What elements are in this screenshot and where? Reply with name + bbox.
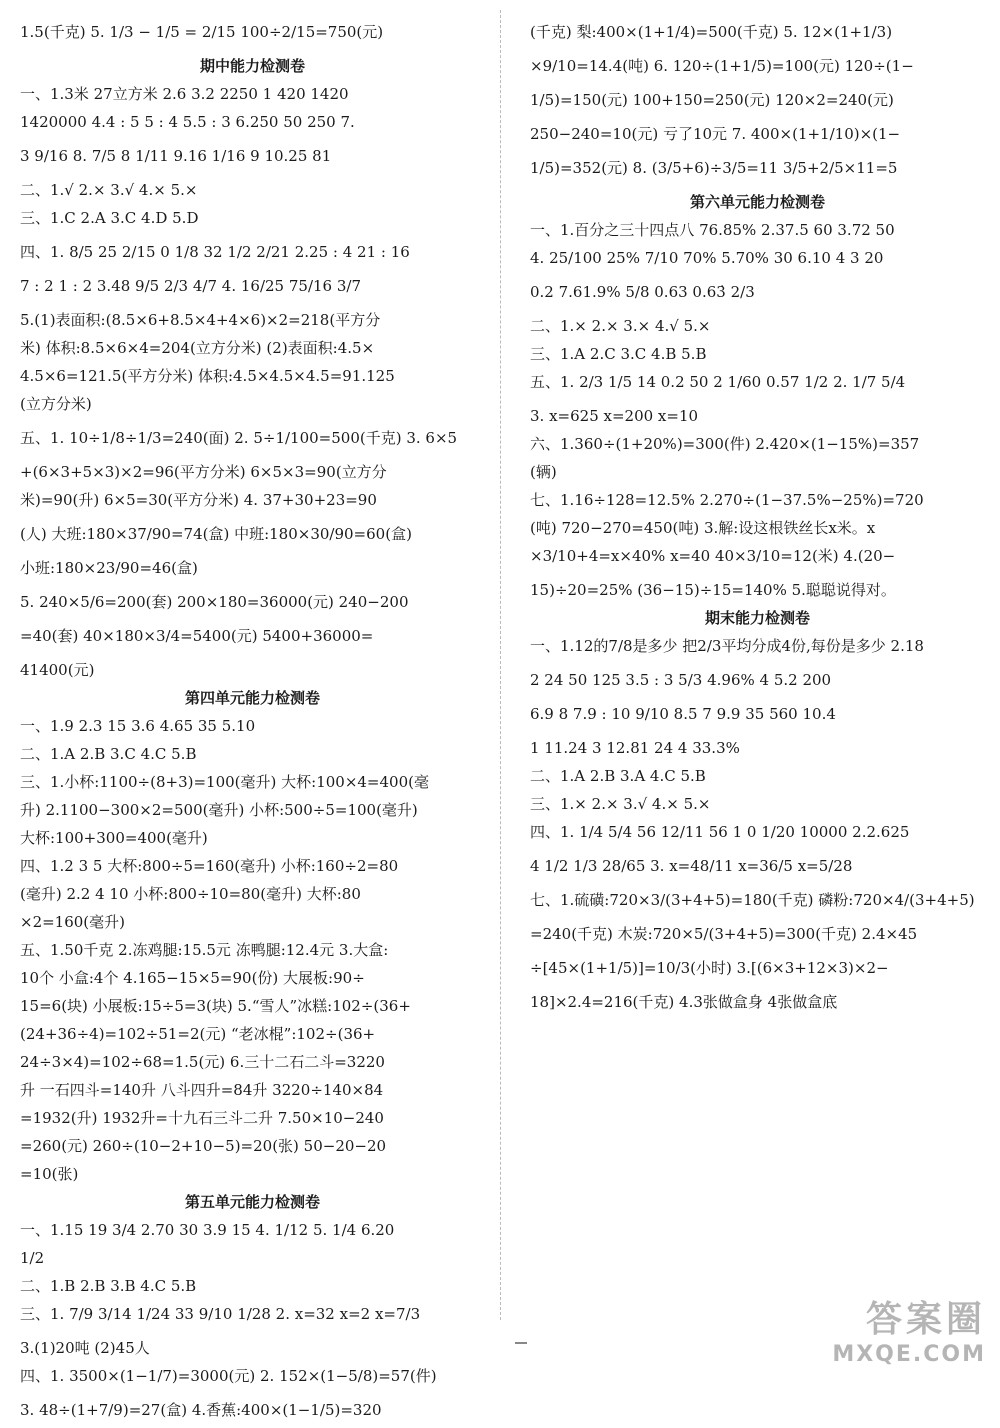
answer-line: 二、1.√ 2.× 3.√ 4.× 5.× [20, 181, 198, 199]
answer-line: 41400(元) [20, 661, 95, 679]
answer-line: 大杯:100+300=400(毫升) [20, 829, 208, 847]
answer-line: 24÷3×4)=102÷68=1.5(元) 6.三十二石二斗=3220 [20, 1053, 385, 1071]
answer-line: (辆) [530, 463, 557, 481]
watermark-logo [806, 1298, 986, 1374]
answer-line: 1/5)=352(元) 8. (3/5+6)÷3/5=11 3/5+2/5×11=5 [530, 159, 898, 177]
watermark-text: 答案圈 [865, 1299, 986, 1340]
answer-line: 5.(1)表面积:(8.5×6+8.5×4+4×6)×2=218(平方分 [20, 311, 381, 329]
answer-line: (毫升) 2.2 4 10 小杯:800÷10=80(毫升) 大杯:80 [20, 885, 361, 903]
answer-line: ×3/10+4=x×40% x=40 40×3/10=12(米) 4.(20− [530, 547, 896, 565]
answer-line: 二、1.B 2.B 3.B 4.C 5.B [20, 1277, 197, 1295]
answer-line: 三、1.C 2.A 3.C 4.D 5.D [20, 209, 199, 227]
answer-line: 一、1.15 19 3/4 2.70 30 3.9 15 4. 1/12 5. 1/4 6.20 [20, 1221, 395, 1239]
answer-line: 4. 25/100 25% 7/10 70% 5.70% 30 6.10 4 3 20 [530, 249, 884, 267]
answer-line: 4.5×6=121.5(平方分米) 体积:4.5×4.5×4.5=91.125 [20, 367, 395, 385]
section-heading-unit4: 第四单元能力检测卷 [184, 689, 320, 707]
answer-line: 7 : 2 1 : 2 3.48 9/5 2/3 4/7 4. 16/25 75/16 3/7 [20, 277, 361, 295]
answer-line: 3.(1)20吨 (2)45人 [20, 1339, 150, 1357]
left-column [20, 22, 485, 1428]
answer-line: 五、1. 10÷1/8÷1/3=240(面) 2. 5÷1/100=500(千克) 3. 6×5 [20, 429, 458, 447]
answer-line: 三、1.× 2.× 3.√ 4.× 5.× [530, 795, 711, 813]
answer-line: 升 一石四斗=140升 八斗四升=84升 3220÷140×84 [20, 1081, 384, 1099]
answer-line: 3. x=625 x=200 x=10 [530, 407, 699, 425]
answer-line: 四、1.2 3 5 大杯:800÷5=160(毫升) 小杯:160÷2=80 [20, 857, 399, 875]
section-heading-unit5: 第五单元能力检测卷 [184, 1193, 320, 1211]
answer-line: 三、1.A 2.C 3.C 4.B 5.B [530, 345, 707, 363]
answer-line: 七、1.16÷128=12.5% 2.270÷(1−37.5%−25%)=720 [530, 491, 924, 509]
answer-line: ×9/10=14.4(吨) 6. 120÷(1+1/5)=100(元) 120÷(1− [530, 57, 914, 75]
answer-line: =1932(升) 1932升=十九石三斗二升 7.50×10−240 [20, 1109, 384, 1127]
answer-line: 升) 2.1100−300×2=500(毫升) 小杯:500÷5=100(毫升) [20, 801, 418, 819]
answer-line: =240(千克) 木炭:720×5/(3+4+5)=300(千克) 2.4×45 [530, 925, 918, 943]
column-divider [500, 10, 501, 1320]
answer-line: 四、1. 8/5 25 2/15 0 1/8 32 1/2 2/21 2.25 : 4 21 : 16 [20, 243, 410, 261]
answer-line: 一、1.12的7/8是多少 把2/3平均分成4份,每份是多少 2.18 [530, 637, 924, 655]
answer-line: =10(张) [20, 1165, 79, 1183]
answer-line: 1 11.24 3 12.81 24 4 33.3% [530, 739, 740, 757]
answer-line: ×2=160(毫升) [20, 913, 126, 931]
answer-line: 4 1/2 1/3 28/65 3. x=48/11 x=36/5 x=5/28 [530, 857, 853, 875]
answer-line: 3. 48÷(1+7/9)=27(盒) 4.香蕉:400×(1−1/5)=320 [20, 1401, 382, 1419]
answer-line: 250−240=10(元) 亏了10元 7. 400×(1+1/10)×(1− [530, 125, 901, 143]
answer-line: 10个 小盒:4个 4.165−15×5=90(份) 大展板:90÷ [20, 969, 365, 987]
answer-line: 1/5)=150(元) 100+150=250(元) 120×2=240(元) [530, 91, 894, 109]
answer-line: (吨) 720−270=450(吨) 3.解:设这根铁丝长x米。x [530, 519, 876, 537]
answer-line: 0.2 7.61.9% 5/8 0.63 0.63̇ 2/3 [530, 283, 755, 301]
answer-line: +(6×3+5×3)×2=96(平方分米) 6×5×3=90(立方分 [20, 463, 387, 481]
answer-line: ÷[45×(1+1/5)]=10/3(小时) 3.[(6×3+12×3)×2− [530, 959, 889, 977]
page-footer-mark [515, 1342, 527, 1344]
answer-line: 一、1.百分之三十四点八 76.85% 2.37.5 60 3.72 50 [530, 221, 895, 239]
section-heading-final: 期末能力检测卷 [704, 609, 810, 627]
answer-line: 1/2 [20, 1249, 45, 1267]
answer-line: 六、1.360÷(1+20%)=300(件) 2.420×(1−15%)=357 [530, 435, 920, 453]
answer-line: 四、1. 1/4 5/4 56 12/11 56 1 0 1/20 10000 2.2.625 [530, 823, 910, 841]
section-heading-midterm: 期中能力检测卷 [199, 57, 305, 75]
answer-line: 三、1.小杯:1100÷(8+3)=100(毫升) 大杯:100×4=400(毫 [20, 773, 429, 791]
answer-line: (立方分米) [20, 395, 92, 413]
answer-line: 3 9/16 8. 7/5 8 1/11 9.16 1/16 9 10.25 81 [20, 147, 332, 165]
answer-line: 15)÷20=25% (36−15)÷15=140% 5.聪聪说得对。 [530, 581, 896, 599]
right-column [530, 22, 985, 1020]
watermark-url: MXQE.COM [832, 1342, 986, 1367]
answer-line: 四、1. 3500×(1−1/7)=3000(元) 2. 152×(1−5/8)=57(件) [20, 1367, 437, 1385]
answer-line: 6.9 8 7.9 : 10 9/10 8.5 7 9.9 35 560 10.4 [530, 705, 836, 723]
answer-line: 1.5(千克) 5. 1/3 − 1/5 = 2/15 100÷2/15=750(元) [20, 23, 384, 41]
answer-line: (人) 大班:180×37/90=74(盒) 中班:180×30/90=60(盒) [20, 525, 412, 543]
answer-line: 小班:180×23/90=46(盒) [20, 559, 198, 577]
section-heading-unit6: 第六单元能力检测卷 [689, 193, 825, 211]
answer-line: 二、1.× 2.× 3.× 4.√ 5.× [530, 317, 711, 335]
answer-line: 一、1.9 2.3 15 3.6 4.65 35 5.10 [20, 717, 256, 735]
answer-line: 三、1. 7/9 3/14 1/24 33 9/10 1/28 2. x=32 x=2 x=7/3 [20, 1305, 421, 1323]
answer-line: =260(元) 260÷(10−2+10−5)=20(张) 50−20−20 [20, 1137, 387, 1155]
answer-line: 米) 体积:8.5×6×4=204(立方分米) (2)表面积:4.5× [20, 339, 375, 357]
answer-line: (千克) 梨:400×(1+1/4)=500(千克) 5. 12×(1+1/3) [530, 23, 893, 41]
answer-line: 1420000 4.4 : 5 5 : 4 5.5 : 3 6.250 50 250 7. [20, 113, 355, 131]
answer-line: 一、1.3米 27立方米 2.6 3.2 2250 1 420 1420 [20, 85, 349, 103]
answer-line: 米)=90(升) 6×5=30(平方分米) 4. 37+30+23=90 [20, 491, 377, 509]
answer-line: 二、1.A 2.B 3.C 4.C 5.B [20, 745, 197, 763]
answer-line: 5. 240×5/6=200(套) 200×180=36000(元) 240−200 [20, 593, 409, 611]
answer-line: (24+36÷4)=102÷51=2(元) “老冰棍”:102÷(36+ [20, 1025, 376, 1043]
answer-line: 2 24 50 125 3.5 : 3 5/3 4.96% 4 5.2 200 [530, 671, 832, 689]
answer-line: 七、1.硫磺:720×3/(3+4+5)=180(千克) 磷粉:720×4/(3+4+5) [530, 891, 975, 909]
answer-line: =40(套) 40×180×3/4=5400(元) 5400+36000= [20, 627, 374, 645]
answer-line: 五、1.50千克 2.冻鸡腿:15.5元 冻鸭腿:12.4元 3.大盒: [20, 941, 389, 959]
answer-line: 五、1. 2/3 1/5 14 0.2 50 2 1/60 0.57 1/2 2. 1/7 5/4 [530, 373, 906, 391]
answer-line: 二、1.A 2.B 3.A 4.C 5.B [530, 767, 706, 785]
answer-line: 15=6(块) 小展板:15÷5=3(块) 5.“雪人”冰糕:102÷(36+ [20, 997, 411, 1015]
answer-line: 18]×2.4=216(千克) 4.3张做盒身 4张做盒底 [530, 993, 838, 1011]
